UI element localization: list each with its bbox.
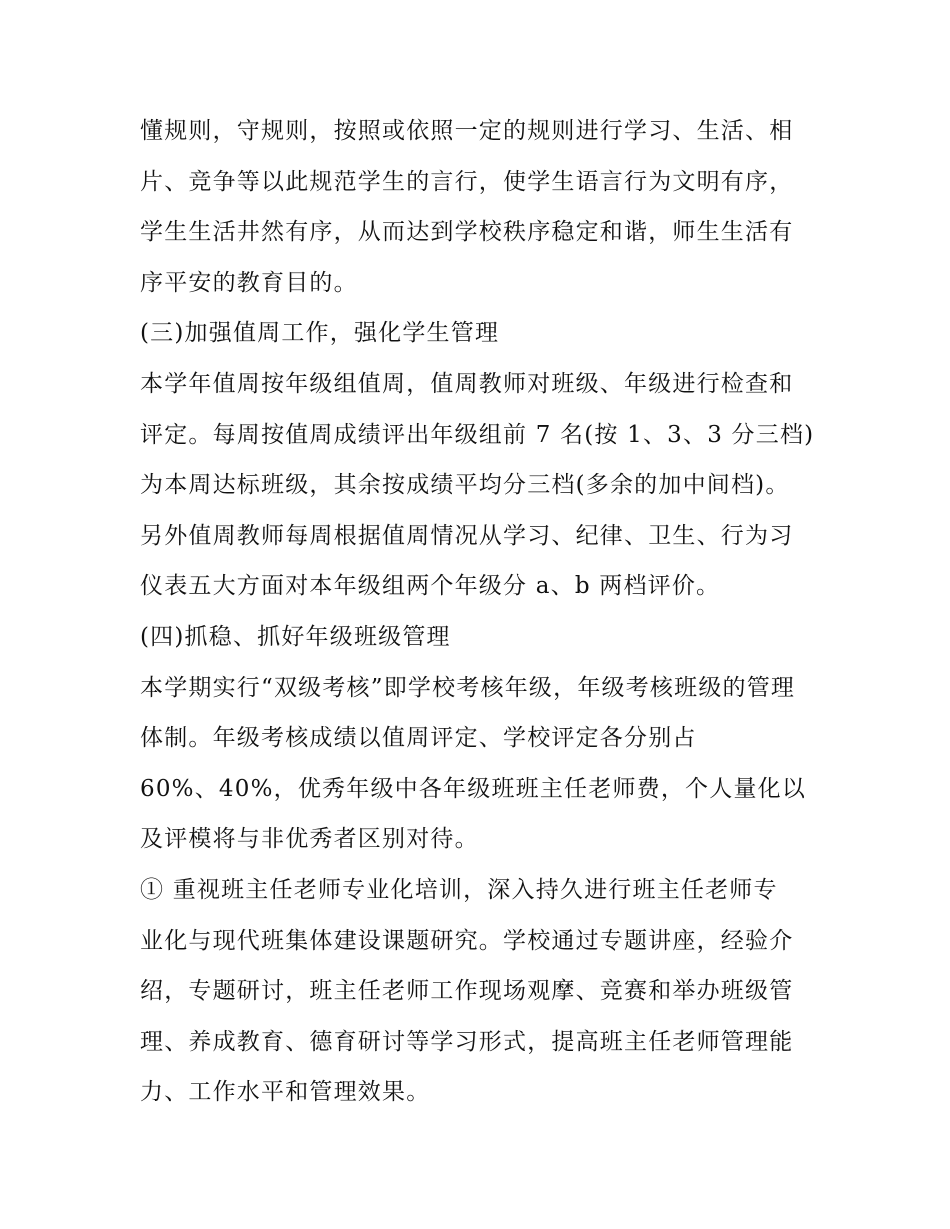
list-item-line: ① 重视班主任老师专业化培训，深入持久进行班主任老师专: [140, 876, 778, 903]
text-line: 体制。年级考核成绩以值周评定、学校评定各分别占: [140, 725, 697, 752]
section-heading: (四)抓稳、抓好年级班级管理: [140, 623, 451, 650]
section-heading: (三)加强值周工作，强化学生管理: [140, 320, 500, 347]
text-line: 60%、40%，优秀年级中各年级班班主任老师费，个人量化以: [140, 775, 807, 802]
text-line: 为本周达标班级，其余按成绩平均分三档(多余的加中间档)。: [140, 472, 790, 499]
text-line: 序平安的教育目的。: [140, 269, 358, 296]
text-line: 理、养成教育、德育研讨等学习形式，提高班主任老师管理能: [140, 1028, 794, 1055]
text-line: 本学年值周按年级组值周，值周教师对班级、年级进行检查和: [140, 370, 794, 397]
text-line: 及评模将与非优秀者区别对待。: [140, 826, 479, 853]
text-line: 本学期实行“双级考核”即学校考核年级，年级考核班级的管理: [140, 674, 796, 701]
document-body: [140, 106, 830, 1118]
text-line: 另外值周教师每周根据值周情况从学习、纪律、卫生、行为习: [140, 522, 794, 549]
text-line: 仪表五大方面对本年级组两个年级分 a、b 两档评价。: [140, 573, 721, 600]
text-line: 绍，专题研讨，班主任老师工作现场观摩、竞赛和举办班级管: [140, 978, 794, 1005]
text-line: 学生生活井然有序，从而达到学校秩序稳定和谐，师生生活有: [140, 219, 794, 246]
text-line: 片、竞争等以此规范学生的言行，使学生语言行为文明有序，: [140, 168, 794, 195]
text-line: 评定。每周按值周成绩评出年级组前 7 名(按 1、3、3 分三档): [140, 421, 815, 448]
text-line: 力、工作水平和管理效果。: [140, 1079, 431, 1106]
text-line: 业化与现代班集体建设课题研究。学校通过专题讲座，经验介: [140, 927, 794, 954]
text-line: 懂规则，守规则，按照或依照一定的规则进行学习、生活、相: [140, 118, 794, 144]
